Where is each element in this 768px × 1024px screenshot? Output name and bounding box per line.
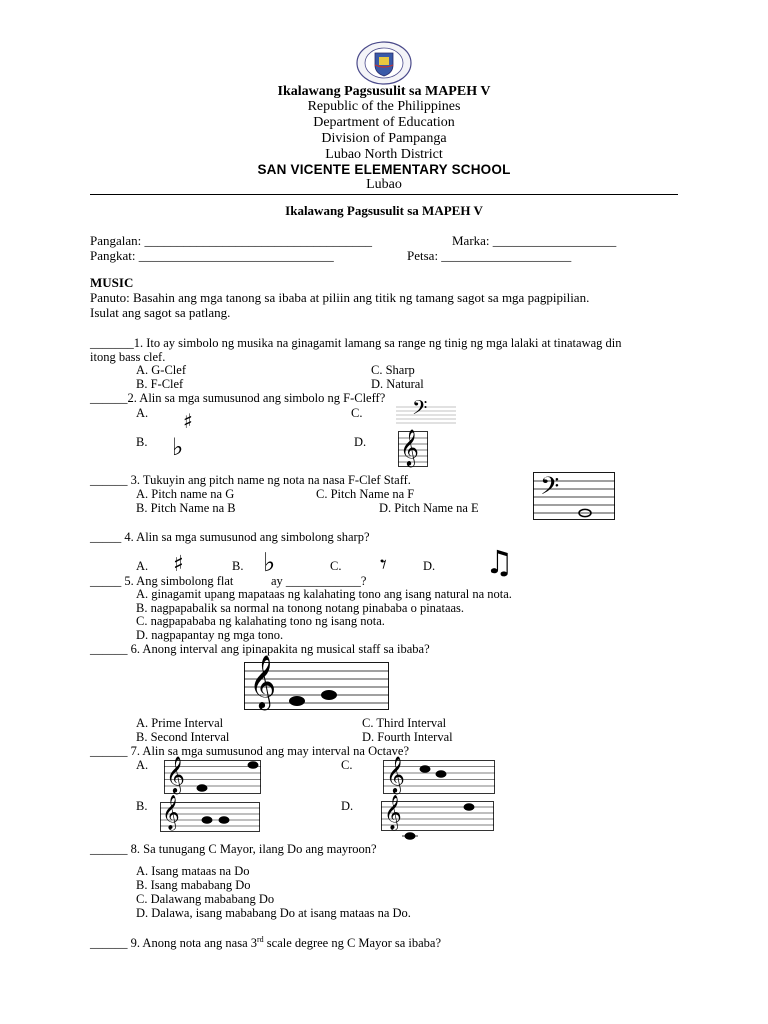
header-line-division: Division of Pampanga bbox=[321, 131, 447, 146]
school-name: SAN VICENTE ELEMENTARY SCHOOL bbox=[257, 162, 511, 177]
q1-choice-a: A. G-Clef bbox=[136, 363, 186, 377]
q6-choice-a: A. Prime Interval bbox=[136, 716, 224, 730]
q9-ordinal-suffix: rd bbox=[257, 935, 264, 944]
q3-choice-d: D. Pitch Name na E bbox=[379, 501, 479, 515]
q7-b-treble-clef-icon: 𝄞 bbox=[162, 795, 180, 830]
instructions-line-2: Isulat ang sagot sa patlang. bbox=[90, 305, 231, 320]
q5-text-pre: _____ 5. Ang simbolong flat bbox=[90, 574, 234, 588]
section-title-music: MUSIC bbox=[90, 275, 134, 290]
q2-choice-b-label: B. bbox=[136, 435, 148, 449]
q7-choice-c-label: C. bbox=[341, 758, 353, 772]
q1-choice-b: B. F-Clef bbox=[136, 377, 184, 391]
q4-choice-b-label: B. bbox=[232, 559, 244, 573]
q7-choice-d-label: D. bbox=[341, 799, 354, 813]
q6-treble-clef-icon: 𝄞 bbox=[249, 654, 277, 708]
q5-choice-d: D. nagpapantay ng mga tono. bbox=[136, 628, 284, 642]
date-field[interactable]: Petsa: ____________________ bbox=[407, 248, 572, 263]
q7-a-treble-clef-icon: 𝄞 bbox=[166, 755, 185, 793]
q2-choice-d-label: D. bbox=[354, 435, 367, 449]
q9-text-post: scale degree ng C Mayor sa ibaba? bbox=[263, 936, 442, 951]
exam-title: Ikalawang Pagsusulit sa MAPEH V bbox=[277, 84, 491, 99]
q6-choice-d: D. Fourth Interval bbox=[362, 730, 453, 744]
q7-choice-a-label: A. bbox=[136, 758, 149, 772]
sharp-icon: ♯ bbox=[183, 409, 193, 433]
section-field[interactable]: Pangkat: ______________________________ bbox=[90, 248, 334, 263]
q2-choice-a-label: A. bbox=[136, 406, 149, 420]
q7-d-treble-clef-icon: 𝄞 bbox=[384, 795, 402, 830]
q2-choice-c-label: C. bbox=[351, 406, 363, 420]
q3-choice-a: A. Pitch name na G bbox=[136, 487, 235, 501]
header-line-republic: Republic of the Philippines bbox=[307, 99, 461, 114]
q4-flat-icon: ♭ bbox=[263, 548, 276, 578]
q8-choice-a: A. Isang mataas na Do bbox=[136, 864, 250, 878]
q3-choice-b: B. Pitch Name na B bbox=[136, 501, 236, 515]
q4-choice-a-label: A. bbox=[136, 559, 149, 573]
q7-text: ______ 7. Alin sa mga sumusunod ang may interval na Octave? bbox=[90, 744, 410, 758]
score-field[interactable]: Marka: ___________________ bbox=[452, 233, 617, 248]
q8-choice-c: C. Dalawang mababang Do bbox=[136, 892, 275, 906]
q1-text-line-1: _______1. Ito ay simbolo ng musika na ginagamit lamang sa range ng tinig ng mga lalaki at tinatawag din bbox=[90, 336, 622, 350]
q5-choice-c: C. nagpapababa ng kalahating tono ng isang nota. bbox=[136, 614, 385, 628]
q5-text-post: ay ____________? bbox=[271, 574, 367, 588]
flat-icon: ♭ bbox=[172, 433, 184, 461]
q3-choice-c: C. Pitch Name na F bbox=[316, 487, 415, 501]
header-divider bbox=[90, 194, 678, 195]
name-field[interactable]: Pangalan: ___________________________________ bbox=[90, 233, 373, 248]
q2-text: ______2. Alin sa mga sumusunod ang simbolo ng F-Cleff? bbox=[90, 391, 386, 405]
q1-choice-d: D. Natural bbox=[371, 377, 424, 391]
bass-clef-icon: 𝄢 bbox=[412, 396, 428, 424]
q1-text-line-2: itong bass clef. bbox=[90, 350, 166, 364]
q4-sharp-icon: ♯ bbox=[173, 552, 184, 577]
q6-choice-c: C. Third Interval bbox=[362, 716, 447, 730]
header-line-deped: Department of Education bbox=[313, 115, 455, 130]
q4-text: _____ 4. Alin sa mga sumusunod ang simbolong sharp? bbox=[90, 530, 370, 544]
q5-choice-b: B. nagpapabalik sa normal na tonong notang pinababa o pinataas. bbox=[136, 601, 465, 615]
exam-subtitle: Ikalawang Pagsusulit sa MAPEH V bbox=[285, 203, 483, 218]
q6-text: ______ 6. Anong interval ang ipinapakita ng musical staff sa ibaba? bbox=[90, 642, 430, 656]
q7-c-treble-clef-icon: 𝄞 bbox=[386, 755, 405, 793]
eighth-rest-icon: 𝄾 bbox=[380, 550, 387, 580]
q8-choice-b: B. Isang mababang Do bbox=[136, 878, 251, 892]
q3-text: ______ 3. Tukuyin ang pitch name ng nota na nasa F-Clef Staff. bbox=[90, 473, 411, 487]
town-name: Lubao bbox=[366, 177, 402, 192]
q6-choice-b: B. Second Interval bbox=[136, 730, 230, 744]
header-line-district: Lubao North District bbox=[325, 147, 443, 162]
deped-seal-logo bbox=[355, 41, 413, 85]
q8-text: ______ 8. Sa tunugang C Mayor, ilang Do ang mayroon? bbox=[90, 842, 377, 856]
q3-bass-clef-icon: 𝄢 bbox=[540, 472, 560, 507]
q8-choice-d: D. Dalawa, isang mababang Do at isang mataas na Do. bbox=[136, 906, 411, 920]
q5-choice-a: A. ginagamit upang mapataas ng kalahating tono ang isang natural na nota. bbox=[136, 587, 512, 601]
q1-choice-c: C. Sharp bbox=[371, 363, 415, 377]
beamed-eighth-notes-icon: ♫ bbox=[485, 543, 514, 581]
instructions-line-1: Panuto: Basahin ang mga tanong sa ibaba at piliin ang titik ng tamang sagot sa mga pagpipilian. bbox=[90, 290, 590, 305]
q9-text bbox=[90, 935, 441, 951]
treble-clef-icon: 𝄞 bbox=[400, 428, 419, 466]
q9-text-pre: ______ 9. Anong nota ang nasa 3 bbox=[90, 936, 257, 951]
q7-choice-b-label: B. bbox=[136, 799, 148, 813]
q4-choice-c-label: C. bbox=[330, 559, 342, 573]
q4-choice-d-label: D. bbox=[423, 559, 436, 573]
